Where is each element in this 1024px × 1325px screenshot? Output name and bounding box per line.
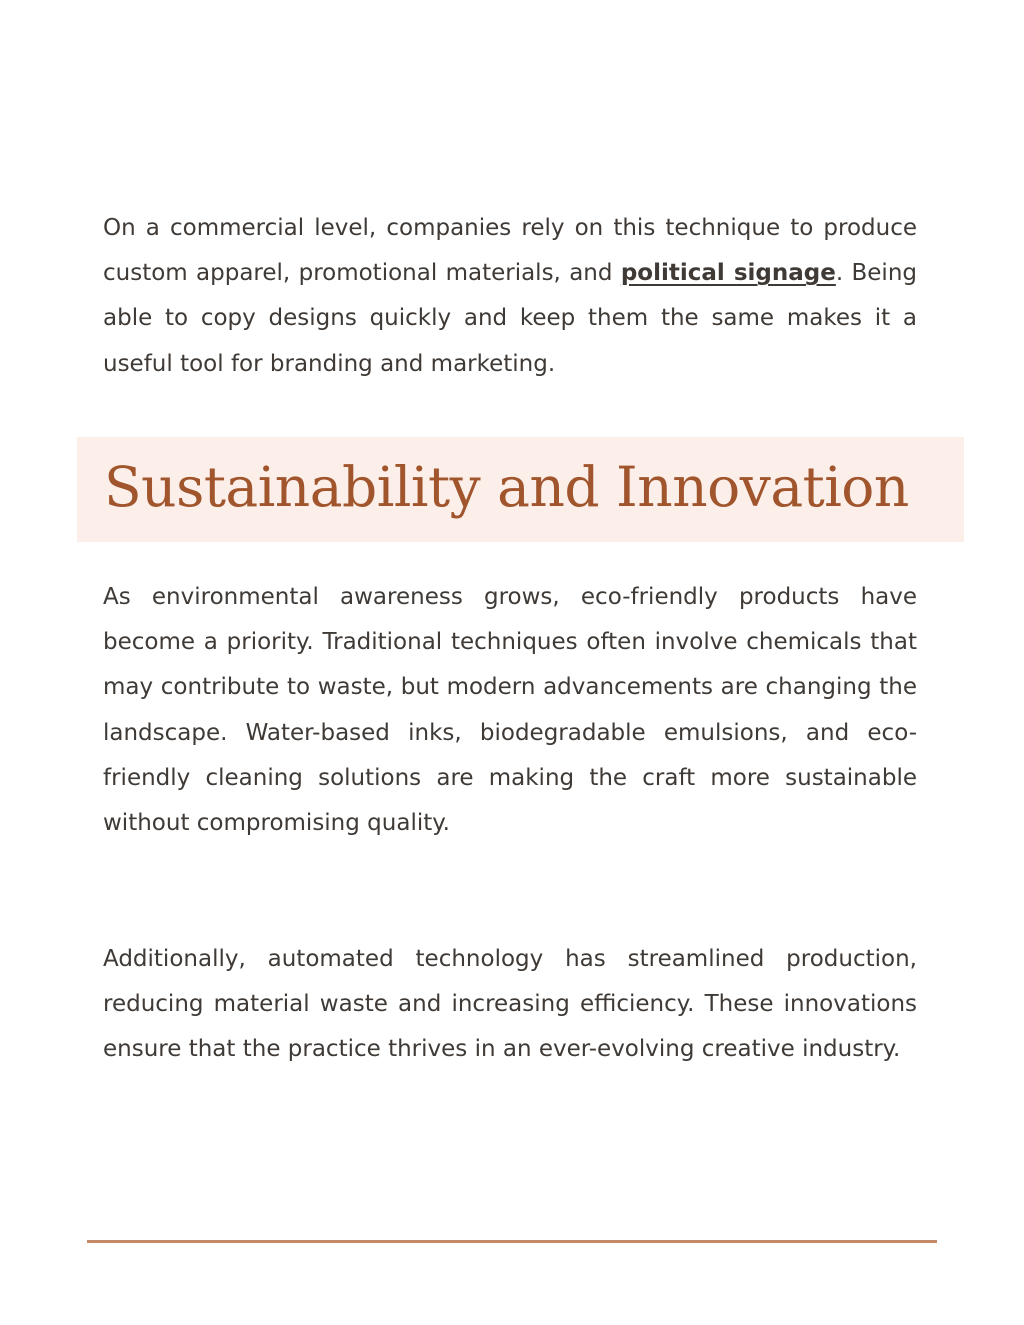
footer-divider	[87, 1240, 937, 1243]
political-signage-link[interactable]: political signage	[620, 260, 836, 287]
automation-paragraph: Additionally, automated technology has streamlined production, reducing material waste and increasing efficiency. These innovations ensure that the practice thrives in an ever-evolving creative industry.	[103, 946, 917, 1063]
section-heading-band	[77, 437, 964, 542]
environment-paragraph: As environmental awareness grows, eco-friendly products have become a priority. Traditional techniques often involve chemicals that may contribute to waste, but modern advancements are changing the landscape. Water-based inks, biodegradable emulsions, and eco-friendly cleaning solutions are making the craft more sustainable without compromising quality.	[103, 584, 917, 837]
environment-paragraph-block	[103, 575, 917, 846]
intro-text-before: On a commercial level, companies rely on this technique to produce custom apparel, promotional materials, and	[103, 215, 917, 287]
intro-text-after: . Being able to copy designs quickly and keep them the same makes it a useful tool for branding and marketing.	[103, 260, 917, 377]
section-heading: Sustainability and Innovation	[104, 455, 909, 519]
automation-paragraph-block	[103, 937, 917, 1073]
intro-paragraph	[103, 206, 917, 387]
